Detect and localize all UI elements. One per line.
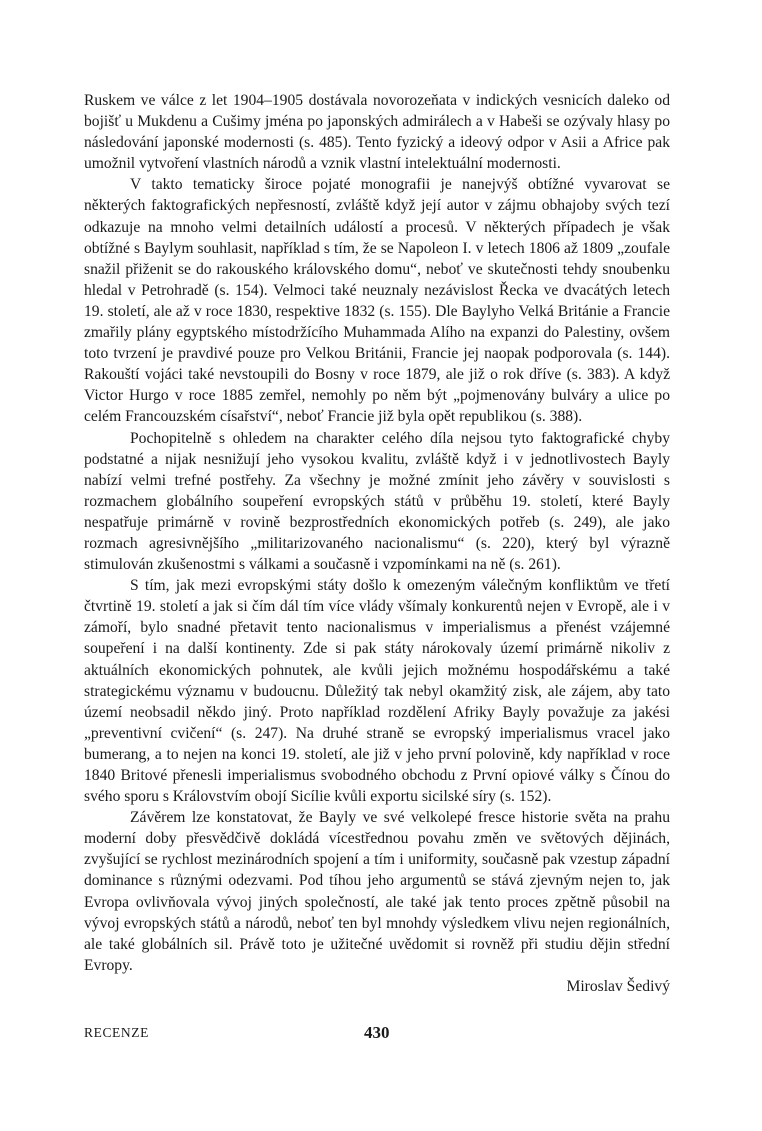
page-number: 430 <box>364 1023 390 1042</box>
paragraph-2: V takto tematicky široce pojaté monografii je nanejvýš obtížné vyvarovat se některých faktografických nepřesností, zvláště když její autor v zájmu obhajoby svých tezí odkazuje na mnoho velmi detailních událostí a procesů. V některých případech je však obtížné s Baylym souhlasit, například s tím, že se Napoleon I. v letech 1806 až 1809 „zoufale snažil přiženit se do rakouského královského domu“, neboť ve skutečnosti tehdy snoubenku hledal v Petrohradě (s. 154). Velmoci také neuznaly nezávislost Řecka ve dvacátých letech 19. století, ale až v roce 1830, respektive 1832 (s. 155). Dle Baylyho Velká Británie a Francie zmařily plány egyptského místodržícího Muhammada Alího na expanzi do Palestiny, ovšem toto tvrzení je pravdivé pouze pro Velkou Británii, Francie jej naopak podporovala (s. 144). Rakouští vojáci také nevstoupili do Bosny v roce 1879, ale již o rok dříve (s. 383). A když Victor Hurgo v roce 1885 zemřel, nemohly po něm být „pojmenovány bulváry a ulice po celém Francouzském císařství“, neboť Francie již byla opět republikou (s. 388). <box>84 176 670 426</box>
paragraph-1: Ruskem ve válce z let 1904–1905 dostávala novorozeňata v indických vesnicích daleko od bojišť u Mukdenu a Cušimy jména po japonských admirálech a v Habeši se ozývaly hlasy po následování japonské modernosti (s. 485). Tento fyzický a ideový odpor v Asii a Africe pak umožnil vytvoření vlastních národů a vznik vlastní intelektuální modernosti. <box>84 92 670 173</box>
footer-section-label: RECENZE <box>84 1025 149 1040</box>
review-body <box>84 90 670 997</box>
paragraph-5: Závěrem lze konstatovat, že Bayly ve své velkolepé fresce historie světa na prahu moderní doby přesvědčivě dokládá vícestřednou povahu změn ve světových dějinách, zvyšující se rychlost mezinárodních spojení a tím i uniformity, současně pak vzestup západní dominance s různými odezvami. Pod tíhou jeho argumentů se stává zjevným nejen to, jak Evropa ovlivňovala vývoj jiných společností, ale také jak tento proces zpětně působil na vývoj evropských států a národů, neboť ten byl mnohdy výsledkem vlivu nejen regionálních, ale také globálních sil. Právě toto je užitečné uvědomit si rovněž při studiu dějin střední Evropy. <box>84 809 670 974</box>
paragraph-3: Pochopitelně s ohledem na charakter celého díla nejsou tyto faktografické chyby podstatné a nijak nesnižují jeho vysokou kvalitu, zvláště když i v jednotlivostech Bayly nabízí velmi trefné postřehy. Za všechny je možné zmínit jeho závěry v souvislosti s rozmachem globálního soupeření evropských států v průběhu 19. století, které Bayly nespatřuje primárně v rovině bezprostředních ekonomických potřeb (s. 249), ale jako rozmach agresivnějšího „militarizovaného nacionalismu“ (s. 220), který byl výrazně stimulován zkušenostmi s válkami a současně i vzpomínkami na ně (s. 261). <box>84 429 670 574</box>
paragraph-4: S tím, jak mezi evropskými státy došlo k omezeným válečným konfliktům ve třetí čtvrtině 19. století a jak si čím dál tím více vlády všímaly konkurentů nejen v Evropě, ale i v zámoří, bylo snadné přetavit tento nacionalismus v imperialismus a přenést vzájemné soupeření i na další kontinenty. Zde si pak státy nárokovaly území primárně nikoliv z aktuálních ekonomických pohnutek, ale kvůli jejich možnému hospodářskému a také strategickému významu v budoucnu. Důležitý tak nebyl okamžitý zisk, ale zájem, aby tato území neobsadil někdo jiný. Proto například rozdělení Afriky Bayly považuje za jakési „preventivní cvičení“ (s. 247). Na druhé straně se evropský imperialismus vracel jako bumerang, a to nejen na konci 19. století, ale již v jeho první polovině, kdy například v roce 1840 Britové přenesli imperialismus svobodného obchodu z První opiové války s Čínou do svého sporu s Královstvím obojí Sicílie kvůli exportu sicilské síry (s. 152). <box>84 577 670 806</box>
author-signature: Miroslav Šedivý <box>566 977 670 995</box>
